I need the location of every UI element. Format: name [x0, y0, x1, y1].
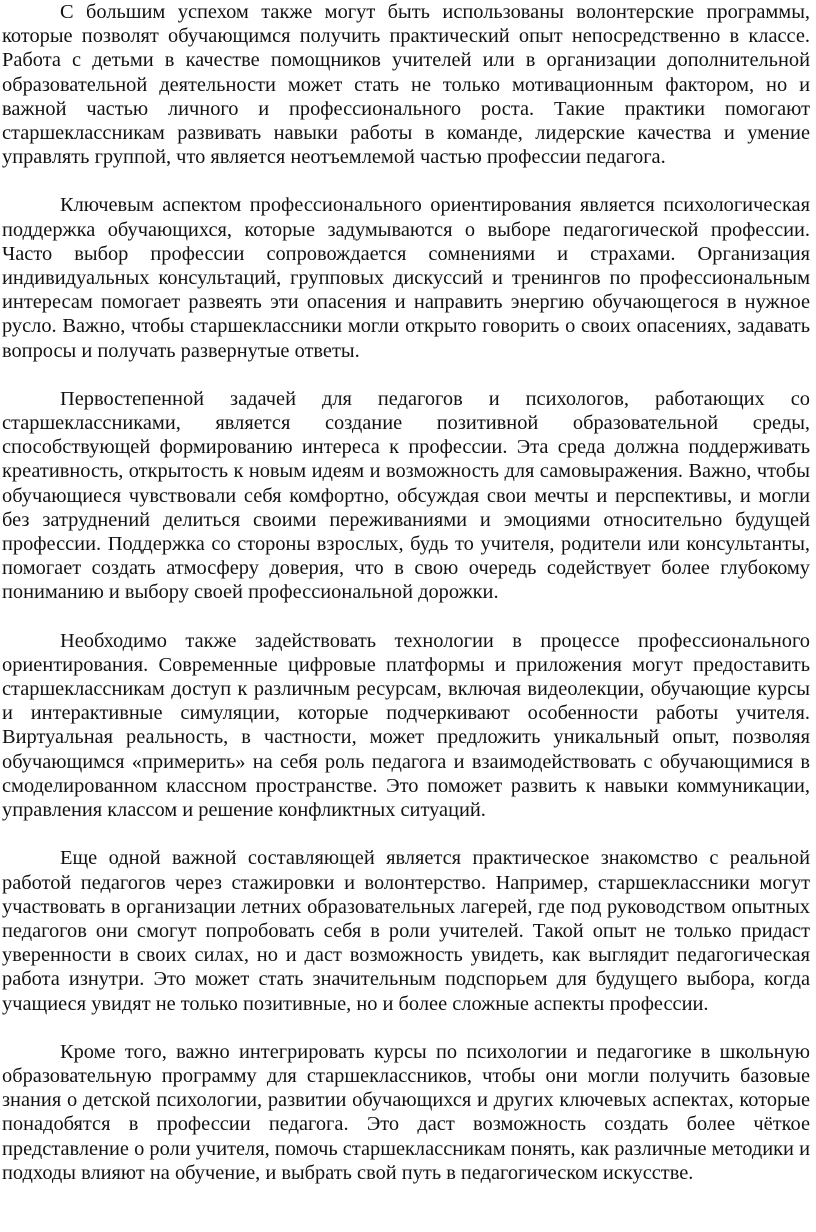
paragraph-volunteer-programs: С большим успехом также могут быть использованы волонтерские программы, которые позволят обучающимся получить практический опыт непосредственно в классе. Работа с детьми в качестве помощников учителей или в организации дополнительной образовательной деятельности может стать не только мотивационным фактором, но и важной частью личного и профессионального роста. Такие практики помогают старшеклассникам развивать навыки работы в команде, лидерские качества и умение управлять группой, что является неотъемлемой частью профессии педагога. — [2, 1, 810, 169]
paragraph-technologies: Необходимо также задействовать технологии в процессе профессионального ориентирования. Современные цифровые платформы и приложения могут предоставить старшеклассникам доступ к различным ресурсам, включая видеолекции, обучающие курсы и интерактивные симуляции, которые подчеркивают особенности работы учителя. Виртуальная реальность, в частности, может предложить уникальный опыт, позволяя обучающимся «примерить» на себя роль педагога и взаимодействовать с обучающимися в смоделированном классном пространстве. Это поможет развить к навыки коммуникации, управления классом и решение конфликтных ситуаций. — [2, 629, 810, 822]
paragraph-practical-experience: Еще одной важной составляющей является практическое знакомство с реальной работой педагогов через стажировки и волонтерство. Например, старшеклассники могут участвовать в организации летних образовательных лагерей, где под руководством опытных педагогов они смогут попробовать себя в роли учителей. Такой опыт не только придаст уверенности в своих силах, но и даст возможность увидеть, как выглядит педагогическая работа изнутри. Это может стать значительным подспорьем для будущего выбора, когда учащиеся увидят не только позитивные, но и более сложные аспекты профессии. — [2, 847, 810, 1015]
paragraph-positive-environment: Первостепенной задачей для педагогов и психологов, работающих со старшеклассниками, является создание позитивной образовательной среды, способствующей формированию интереса к профессии. Эта среда должна поддерживать креативность, открытость к новым идеям и возможность для самовыражения. Важно, чтобы обучающиеся чувствовали себя комфортно, обсуждая свои мечты и перспективы, и могли без затруднений делиться своими переживаниями и эмоциями относительно будущей профессии. Поддержка со стороны взрослых, будь то учителя, родители или консультанты, помогает создать атмосферу доверия, что в свою очередь содействует более глубокому пониманию и выбору своей профессиональной дорожки. — [2, 387, 810, 604]
paragraph-psychology-courses: Кроме того, важно интегрировать курсы по психологии и педагогике в школьную образовательную программу для старшеклассников, чтобы они могли получить базовые знания о детской психологии, развитии обучающихся и других ключевых аспектах, которые понадобятся в профессии педагога. Это даст возможность создать более чёткое представление о роли учителя, помочь старшеклассникам понять, как различные методики и подходы влияют на обучение, и выбрать свой путь в педагогическом искусстве. — [2, 1040, 810, 1184]
paragraph-psychological-support: Ключевым аспектом профессионального ориентирования является психологическая поддержка обучающихся, которые задумываются о выборе педагогической профессии. Часто выбор профессии сопровождается сомнениями и страхами. Организация индивидуальных консультаций, групповых дискуссий и тренингов по профессиональным интересам помогает развеять эти опасения и направить энергию обучающегося в нужное русло. Важно, чтобы старшеклассники могли открыто говорить о своих опасениях, задавать вопросы и получать развернутые ответы. — [2, 194, 810, 362]
